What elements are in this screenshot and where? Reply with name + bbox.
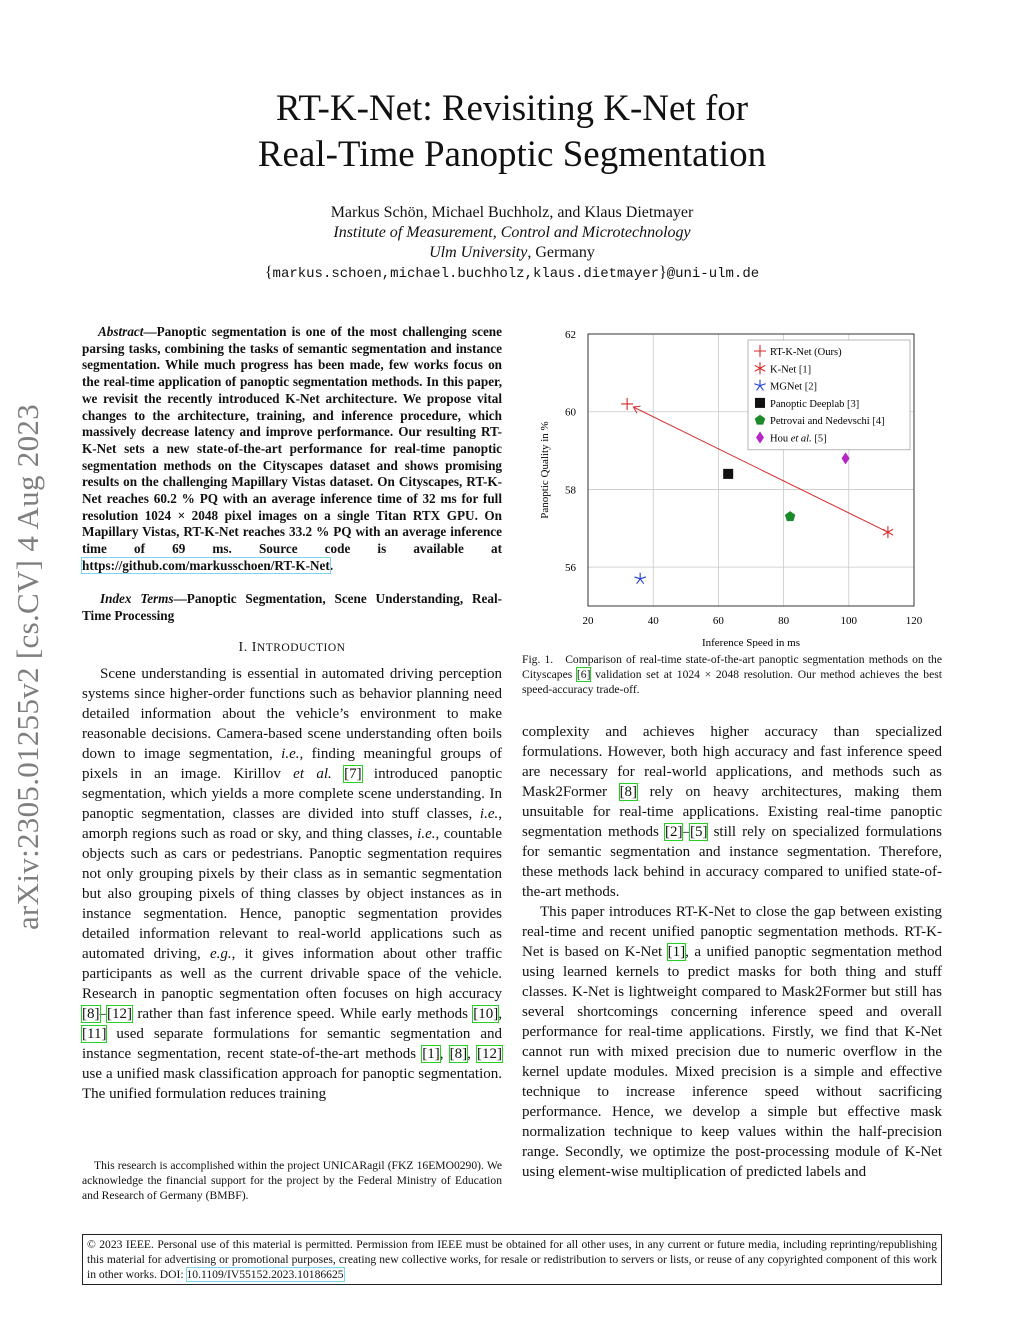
- email-brace-open: {: [264, 264, 273, 281]
- introduction-text: [82, 664, 502, 1104]
- text-run: , it gives information about other traffic participants as well as the current drivable space of the vehicle. Research in panoptic segmentation often focuses on high accuracy: [82, 946, 502, 1002]
- legend-label-name: MGNet: [770, 381, 803, 393]
- legend-label: [770, 382, 817, 393]
- arxiv-identifier: arXiv:2305.01255v2 [cs.CV] 4 Aug 2023: [10, 403, 45, 930]
- data-point-star: [634, 573, 645, 584]
- university-name: Ulm University: [429, 244, 528, 261]
- plot-area: [539, 329, 923, 648]
- text-italic: e.g.: [209, 946, 232, 962]
- country: , Germany: [527, 244, 595, 261]
- citation-link[interactable]: [8]: [82, 1006, 100, 1022]
- email-domain: @uni-ulm.de: [666, 266, 760, 282]
- text-run: introduced panoptic segmentation, which yields a more complete scene understanding. In panoptic segmentation, classes are divided into stuff classes,: [82, 766, 503, 822]
- legend-label: [770, 347, 842, 358]
- caption-label: Fig. 1.: [522, 653, 554, 666]
- y-axis-label: Panoptic Quality in %: [539, 421, 551, 519]
- x-tick-label: 20: [582, 615, 594, 627]
- abstract-end: .: [329, 557, 334, 573]
- figure-chart: [522, 318, 942, 648]
- text-run: ,: [439, 1046, 450, 1062]
- text-run: , countable objects such as cars or pedestrians. Panoptic segmentation requires not only grouping pixels by their class as in semantic segmentation but also grouping pixels of thing classes by object instances as in instance segmentation. Hence, panoptic segmentation provides detailed information relevant to real-world applications such as automated driving,: [82, 826, 502, 962]
- affiliation: Institute of Measurement, Control and Microtechnology: [333, 224, 691, 241]
- x-tick-label: 120: [905, 615, 923, 627]
- citation-link[interactable]: [2]: [664, 824, 683, 840]
- citation-link[interactable]: [12]: [107, 1006, 132, 1022]
- caption-text-2: validation set at 1024 × 2048 resolution. Our method achieves the best speed-accuracy trade-off.: [522, 668, 942, 696]
- legend-marker-square: [755, 398, 765, 408]
- citation-link[interactable]: [7]: [344, 766, 362, 782]
- citation-link[interactable]: [12]: [477, 1046, 503, 1062]
- abstract-text: —Panoptic segmentation is one of the most challenging scene parsing tasks, combining the tasks of semantic segmentation and instance segmentation. While much progress has been made, few works focus on the real-time application of panoptic segmentation methods. In this paper, we revisit the recently introduced K-Net architecture. We propose vital changes to the architecture, training, and inference procedure, which massively decrease latency and improve performance. Our resulting RT-K-Net sets a new state-of-the-art performance for real-time panoptic segmentation methods on the Cityscapes dataset and shows promising results on the challenging Mapillary Vistas dataset. On Cityscapes, RT-K-Net reaches 60.2 % PQ with an average inference time of 32 ms for full resolution 1024 × 2048 pixel images on a single Titan RTX GPU. On Mapillary Vistas, RT-K-Net reaches 33.2 % PQ with an average inference time of 69 ms. Source code is available at: [82, 324, 502, 557]
- legend-citation[interactable]: [5]: [814, 433, 827, 445]
- index-terms: [82, 591, 502, 624]
- footnote: [82, 1158, 502, 1203]
- legend-label-name: RT-K-Net (Ours): [770, 347, 842, 358]
- caption-text: Comparison of real-time state-of-the-art panoptic segmentation methods on the Cityscapes: [522, 653, 942, 681]
- authors: Markus Schön, Michael Buchholz, and Klaus Dietmayer: [330, 204, 694, 221]
- title-line-2: Real-Time Panoptic Segmentation: [257, 134, 767, 175]
- legend-label-name: K-Net: [770, 364, 797, 376]
- text-run: use a unified mask classification approach for panoptic segmentation. The unified formulation reduces training: [82, 1066, 502, 1102]
- email-brace-close: }: [659, 264, 667, 281]
- section-heading-introduction: [82, 640, 502, 656]
- text-run: rely on heavy architectures, making them unsuitable for real-time applications. Existing real-time panoptic segmentation methods: [522, 784, 942, 840]
- text-italic: i.e.: [479, 806, 499, 822]
- legend-label: [770, 434, 827, 445]
- data-point-square: [723, 469, 733, 479]
- y-tick-label: 56: [565, 562, 576, 575]
- emails: [0, 263, 1024, 284]
- section-rest: NTRODUCTION: [256, 642, 346, 654]
- citation-link[interactable]: [8]: [449, 1046, 468, 1062]
- text-run: still rely on specialized formulations for semantic segmentation and instance segmentation. Therefore, these methods lack behind in accuracy compared to unified state-of-the-art methods.: [522, 824, 942, 900]
- legend-citation[interactable]: [1]: [798, 364, 812, 376]
- citation-link[interactable]: [11]: [82, 1026, 107, 1042]
- text-italic: i.e.: [281, 746, 300, 762]
- citation-link[interactable]: [1]: [422, 1046, 440, 1062]
- citation-link[interactable]: [1]: [667, 944, 686, 960]
- citation-link[interactable]: [10]: [473, 1006, 499, 1022]
- text-italic: i.e.: [417, 826, 436, 842]
- text-run: ,: [498, 1006, 502, 1022]
- text-run: , finding meaningful groups of pixels in an image. Kirillov: [82, 746, 502, 782]
- title-line-1: RT-K-Net: Revisiting K-Net for: [275, 88, 749, 129]
- legend-label: [770, 364, 811, 375]
- paper-title: [0, 86, 1024, 178]
- data-point-asterisk: [883, 526, 893, 538]
- legend-citation[interactable]: [2]: [804, 381, 817, 393]
- legend-label: [770, 399, 859, 410]
- x-tick-label: 40: [647, 615, 659, 627]
- copyright-notice: [82, 1234, 942, 1285]
- legend-label-name: Panoptic Deeplab: [770, 398, 845, 410]
- caption-citation[interactable]: [6]: [576, 668, 591, 681]
- legend-citation[interactable]: [3]: [846, 398, 860, 410]
- text-run: ,: [467, 1046, 471, 1062]
- doi-link[interactable]: 10.1109/IV55152.2023.10186625: [186, 1268, 344, 1281]
- data-point-pentagon: [785, 511, 795, 521]
- right-column-text: [522, 722, 942, 1182]
- data-point-plus: [621, 398, 633, 410]
- intro-paragraph: [82, 664, 502, 1104]
- text-run: Scene understanding is essential in automated driving perception systems since higher-order functions such as behavior planning need detailed information about the vehicle’s environment to make reasonable decisions. Camera-based scene understanding often boils down to image segmentation,: [82, 666, 502, 762]
- section-number: I.: [238, 640, 252, 655]
- legend-label-name: Petrovai and Nedevschi: [770, 416, 870, 428]
- abstract: [82, 324, 502, 575]
- text-run: rather than fast inference speed. While early methods: [132, 1006, 474, 1022]
- text-run: [332, 766, 344, 782]
- legend-label-italic: et al.: [790, 433, 812, 445]
- section-initial: I: [251, 640, 257, 655]
- data-point-diamond: [842, 452, 850, 464]
- x-tick-label: 80: [778, 615, 790, 627]
- legend-citation[interactable]: [4]: [872, 416, 885, 428]
- x-tick-label: 100: [840, 615, 858, 627]
- text-italic: et al.: [293, 766, 332, 782]
- x-axis-label: Inference Speed in ms: [701, 637, 801, 648]
- citation-link[interactable]: [5]: [689, 824, 708, 840]
- footnote-text: This research is accomplished within the project UNICARagil (FKZ 16EMO0290). We acknowledge the financial support for the project by the Federal Ministry of Education and Research of Germany (BMBF).: [82, 1159, 502, 1202]
- legend-label-name: Hou: [770, 433, 791, 445]
- x-tick-label: 60: [712, 615, 724, 627]
- y-tick-label: 60: [565, 406, 576, 419]
- text-run: , a unified panoptic segmentation method using learned kernels to predict masks for both thing and stuff classes. K-Net is lightweight compared to Mask2Former but still has several shortcomings concerning inference speed and overall performance for real-time applications. Firstly, we find that K-Net cannot run with mixed precision due to numeric overflow in the kernel update modules. Mixed precision is a simple and effective technique to increase inference speed without sacrificing performance. Hence, we develop a simple but effective mask normalization technique to keep values within the half-precision range. Secondly, we optimize the post-processing module of K-Net using element-wise multiplication of predicted labels and: [522, 944, 942, 1180]
- index-terms-label: Index Terms: [100, 591, 174, 606]
- text-run: –: [682, 824, 690, 840]
- y-tick-label: 62: [565, 329, 576, 341]
- text-run: complexity and achieves higher accuracy than specialized formulations. However, both high accuracy and fast inference speed are necessary for real-world applications, and methods such as Mask2Former: [522, 724, 942, 800]
- author-block: [0, 203, 1024, 284]
- text-run: , amorph regions such as road or sky, and thing classes,: [82, 806, 502, 842]
- text-run: –: [99, 1006, 107, 1022]
- right-paragraph-2: [522, 902, 942, 1182]
- university: [0, 243, 1024, 263]
- legend-label: [770, 416, 885, 427]
- text-run: used separate formulations for semantic segmentation and instance segmentation, recent state-of-the-art methods: [82, 1026, 502, 1062]
- index-terms-text: —Panoptic Segmentation, Scene Understanding, Real-Time Processing: [82, 591, 502, 623]
- citation-link[interactable]: [8]: [619, 784, 638, 800]
- right-paragraph-1: [522, 722, 942, 902]
- email-names: markus.schoen,michael.buchholz,klaus.dietmayer: [272, 266, 660, 282]
- copyright-text: © 2023 IEEE. Personal use of this material is permitted. Permission from IEEE must be obtained for all other uses, in any current or future media, including reprinting/republishing this material for advertising or promotional purposes, creating new collective works, for resale or redistribution to servers or lists, or reuse of any copyrighted component of this work in other works. DOI:: [87, 1238, 937, 1281]
- y-tick-label: 58: [565, 484, 576, 497]
- abstract-label: Abstract: [98, 324, 144, 339]
- text-run: This paper introduces RT-K-Net to close the gap between existing real-time and recent unified panoptic segmentation methods. RT-K-Net is based on K-Net: [522, 904, 942, 960]
- figure-caption: [522, 652, 942, 697]
- source-code-link[interactable]: https://github.com/markusschoen/RT-K-Net: [82, 557, 330, 573]
